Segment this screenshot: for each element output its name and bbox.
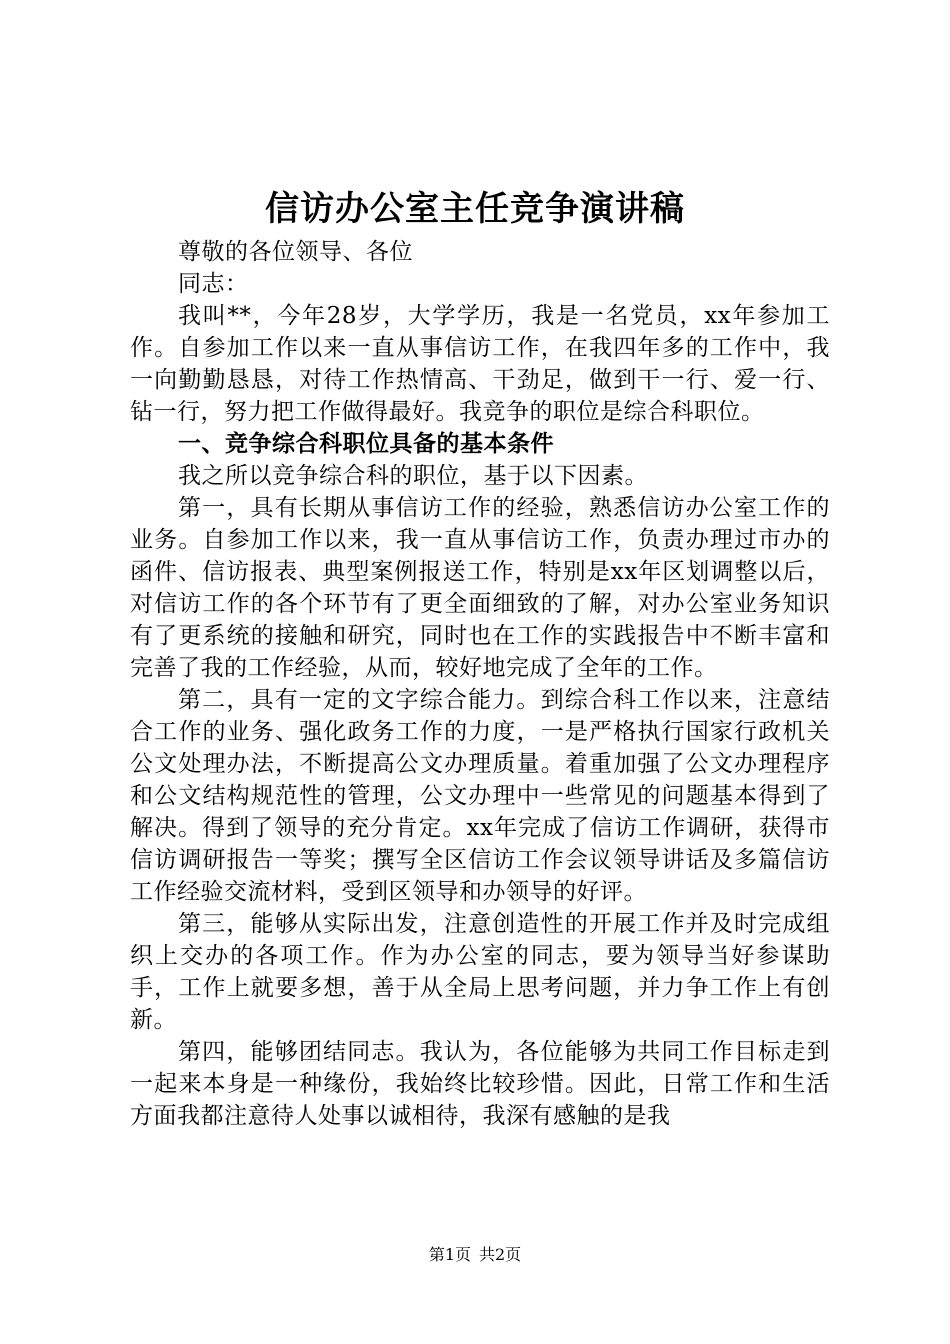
section-intro-paragraph: 我之所以竞争综合科的职位，基于以下因素。 bbox=[178, 463, 648, 489]
salutation-line-1: 尊敬的各位领导、各位 bbox=[178, 239, 413, 265]
page-total: 共2页 bbox=[479, 1245, 522, 1264]
page-number: 第1页 bbox=[428, 1245, 471, 1264]
document-body bbox=[130, 236, 830, 1132]
point-four-paragraph: 第四，能够团结同志。我认为，各位能够为共同工作目标走到一起来本身是一种缘份，我始终比较珍惜。因此，日常工作和生活方面我都注意待人处事以诚相待，我深有感触的是我 bbox=[130, 1039, 830, 1129]
page-footer bbox=[0, 1244, 950, 1266]
point-one-paragraph: 第一，具有长期从事信访工作的经验，熟悉信访办公室工作的业务。自参加工作以来，我一直从事信访工作，负责办理过市办的函件、信访报表、典型案例报送工作，特别是xx年区划调整以后，对信访工作的各个环节有了更全面细致的了解，对办公室业务知识有了更系统的接触和研究，同时也在工作的实践报告中不断丰富和完善了我的工作经验，从而，较好地完成了全年的工作。 bbox=[130, 495, 830, 681]
salutation-line-2: 同志： bbox=[178, 271, 249, 297]
intro-paragraph: 我叫**，今年28岁，大学学历，我是一名党员，xx年参加工作。自参加工作以来一直从事信访工作，在我四年多的工作中，我一向勤勤恳恳，对待工作热情高、干劲足，做到干一行、爱一行、钻一行，努力把工作做得最好。我竞争的职位是综合科职位。 bbox=[130, 303, 830, 425]
point-two-paragraph: 第二，具有一定的文字综合能力。到综合科工作以来，注意结合工作的业务、强化政务工作的力度，一是严格执行国家行政机关公文处理办法，不断提高公文办理质量。着重加强了公文办理程序和公文结构规范性的管理，公文办理中一些常见的问题基本得到了解决。得到了领导的充分肯定。xx年完成了信访工作调研，获得市信访调研报告一等奖；撰写全区信访工作会议领导讲话及多篇信访工作经验交流材料，受到区领导和办领导的好评。 bbox=[130, 687, 830, 905]
document-title: 信访办公室主任竞争演讲稿 bbox=[265, 189, 685, 229]
point-three-paragraph: 第三，能够从实际出发，注意创造性的开展工作并及时完成组织上交办的各项工作。作为办公室的同志，要为领导当好参谋助手，工作上就要多想，善于从全局上思考问题，并力争工作上有创新。 bbox=[130, 911, 830, 1033]
section-heading: 一、竞争综合科职位具备的基本条件 bbox=[178, 431, 554, 457]
